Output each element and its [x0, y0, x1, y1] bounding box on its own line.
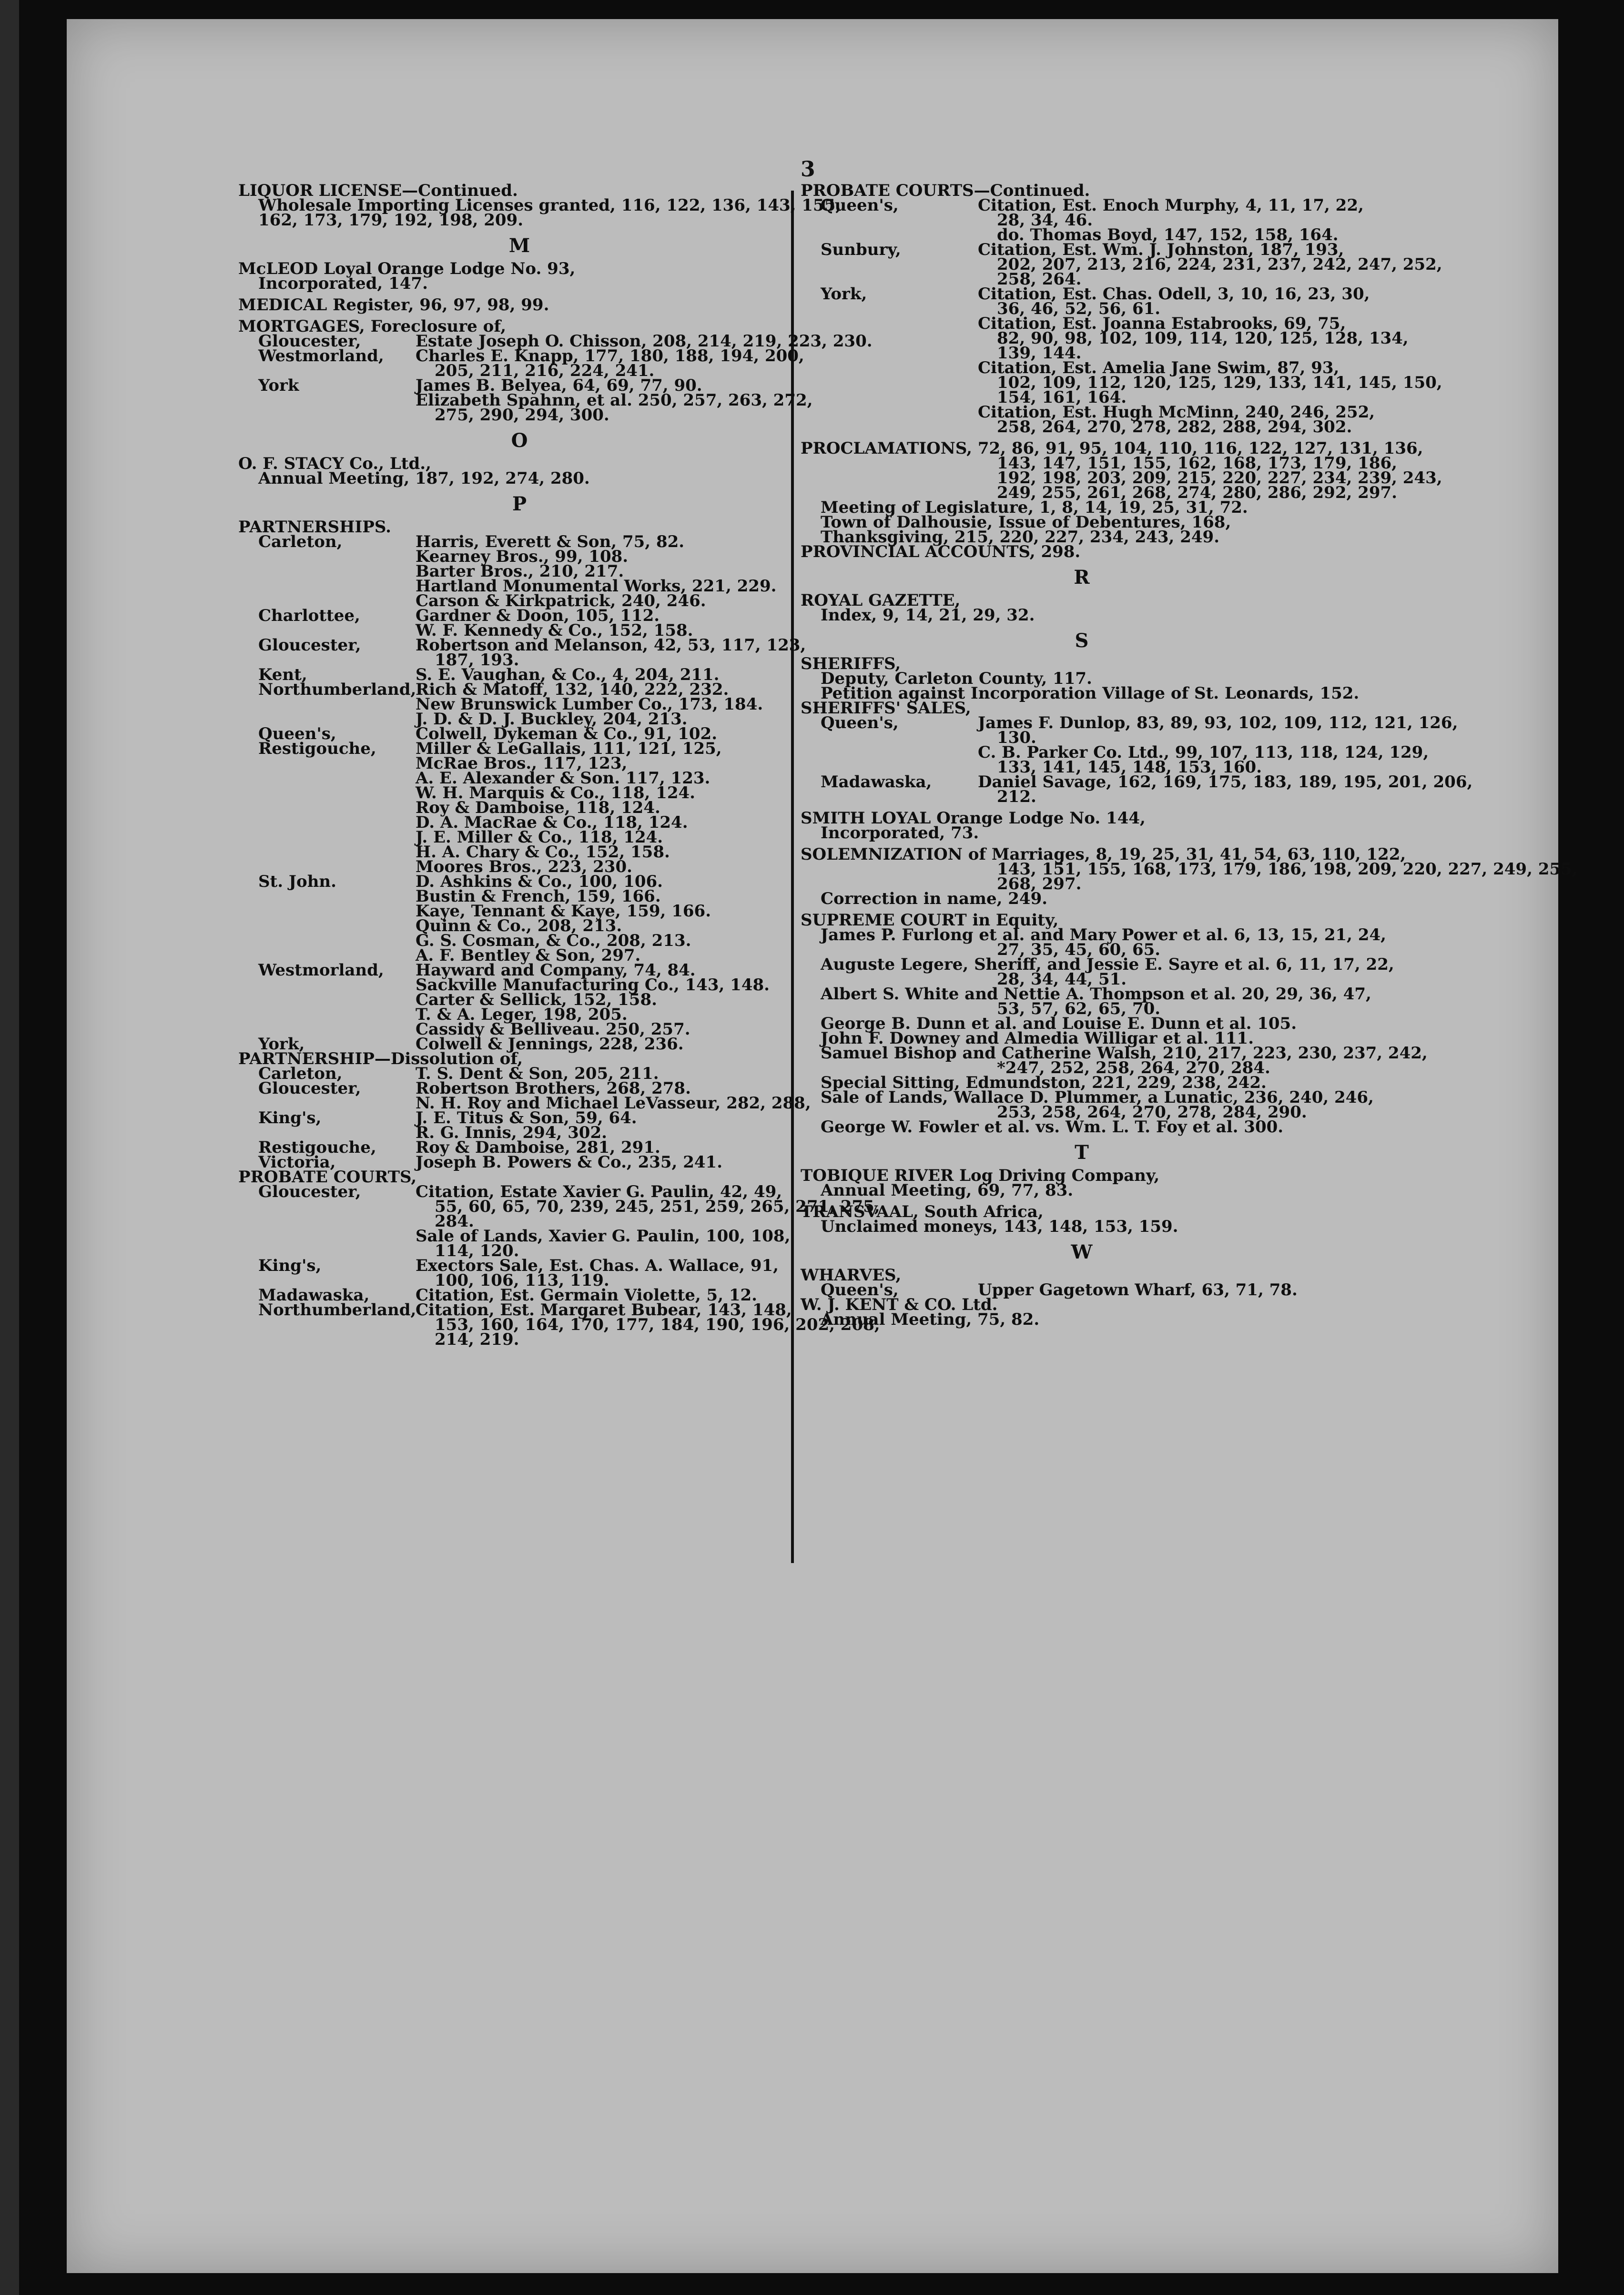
section-letter-t: T: [1075, 1141, 1089, 1164]
entry-text: Moores Bros., 223, 230.: [416, 857, 632, 876]
entry-text: Upper Gagetown Wharf, 63, 71, 78.: [978, 1280, 1298, 1300]
book-spine: [0, 0, 19, 2295]
entry-text: Robertson and Melanson, 42, 53, 117, 123,: [416, 636, 806, 655]
section-letter-w: W: [1071, 1241, 1093, 1263]
entry-line: Petition against Incorporation Village of St. Leonards, 152.: [821, 684, 1360, 703]
entry-text: Robertson Brothers, 268, 278.: [416, 1079, 691, 1098]
entry-text: 82, 90, 98, 102, 109, 114, 120, 125, 128, 134,: [997, 329, 1409, 348]
entry-text: 139, 144.: [997, 344, 1082, 363]
section-letter-p: P: [512, 493, 527, 515]
entry-text: 28, 34, 44, 51.: [997, 970, 1127, 989]
entry-text: G. S. Cosman, & Co., 208, 213.: [416, 931, 691, 950]
county-label: Kent,: [258, 665, 307, 684]
entry-heading: PROBATE COURTS,: [238, 1168, 417, 1187]
entry-text: Hartland Monumental Works, 221, 229.: [416, 577, 777, 596]
county-label: King's,: [258, 1108, 322, 1127]
entry-heading: MORTGAGES, Foreclosure of,: [238, 317, 507, 336]
index-entry-smith-loyal: [801, 811, 1363, 841]
index-entry-royal-gazette: [801, 593, 1363, 623]
entry-text: Sale of Lands, Xavier G. Paulin, 100, 108,: [416, 1227, 791, 1246]
entry-text: Exectors Sale, Est. Chas. A. Wallace, 91,: [416, 1256, 779, 1275]
entry-line: Correction in name, 249.: [821, 889, 1048, 908]
entry-text: 202, 207, 213, 216, 224, 231, 237, 242, 247, 252,: [997, 255, 1442, 274]
entry-heading: SOLEMNIZATION of Marriages, 8, 19, 25, 31, 41, 54, 63, 110, 122,: [801, 845, 1406, 864]
entry-text: 258, 264, 270, 278, 282, 288, 294, 302.: [997, 417, 1352, 437]
entry-line: 162, 173, 179, 192, 198, 209.: [258, 211, 524, 230]
county-label: Northumberland,: [258, 680, 416, 699]
entry-text: W. H. Marquis & Co., 118, 124.: [416, 783, 695, 802]
entry-text: Bustin & French, 159, 166.: [416, 887, 661, 906]
entry-line: James P. Furlong et al. and Mary Power et al. 6, 13, 15, 21, 24,: [821, 925, 1386, 944]
index-entry-sheriffs: [801, 654, 1363, 703]
entry-text: 153, 160, 164, 170, 177, 184, 190, 196, 202, 208,: [435, 1315, 880, 1334]
entry-line: Index, 9, 14, 21, 29, 32.: [821, 606, 1035, 625]
county-label: Queen's,: [258, 724, 336, 743]
county-label: St. John.: [258, 872, 336, 891]
entry-heading: W. J. KENT & CO. Ltd.: [801, 1295, 998, 1314]
section-letter-s: S: [1075, 630, 1089, 652]
entry-text: 258, 264.: [997, 270, 1082, 289]
county-label: York: [258, 376, 299, 395]
right-column: [801, 181, 1578, 1329]
county-label: Madawaska,: [258, 1286, 370, 1305]
county-label: Queen's,: [821, 196, 899, 215]
entry-line: Albert S. White and Nettie A. Thompson et al. 20, 29, 36, 47,: [821, 985, 1371, 1004]
county-label: York,: [821, 284, 867, 304]
entry-line: Wholesale Importing Licenses granted, 116, 122, 136, 143, 155,: [258, 196, 842, 215]
entry-text: 114, 120.: [435, 1241, 519, 1260]
index-entry-transvaal: [801, 1202, 1363, 1236]
entry-text: A. F. Bentley & Son, 297.: [416, 946, 641, 965]
entry-line: Town of Dalhousie, Issue of Debentures, 168,: [821, 513, 1231, 532]
entry-line: Annual Meeting, 75, 82.: [821, 1310, 1040, 1329]
entry-line: Special Sitting, Edmundston, 221, 229, 238, 242.: [821, 1073, 1267, 1092]
entry-heading: McLEOD Loyal Orange Lodge No. 93,: [238, 259, 576, 278]
entry-text: 55, 60, 65, 70, 239, 245, 251, 259, 265, 271, 275,: [435, 1197, 880, 1216]
entry-text: Daniel Savage, 162, 169, 175, 183, 189, 195, 201, 206,: [978, 772, 1473, 792]
entry-line: Deputy, Carleton County, 117.: [821, 669, 1092, 688]
entry-heading: TOBIQUE RIVER Log Driving Company,: [801, 1166, 1160, 1185]
section-letter-o: O: [511, 429, 528, 452]
entry-text: Carson & Kirkpatrick, 240, 246.: [416, 591, 706, 610]
entry-text: do. Thomas Boyd, 147, 152, 158, 164.: [997, 225, 1339, 244]
county-label: Restigouche,: [258, 739, 376, 758]
entry-text: 275, 290, 294, 300.: [435, 406, 609, 425]
county-label: Carleton,: [258, 532, 343, 551]
entry-text: T. & A. Leger, 198, 205.: [416, 1005, 628, 1024]
county-label: Northumberland,: [258, 1300, 416, 1320]
entry-text: 100, 106, 113, 119.: [435, 1271, 609, 1290]
entry-text: 268, 297.: [997, 874, 1082, 894]
entry-text: Sackville Manufacturing Co., 143, 148.: [416, 975, 770, 995]
index-entry-provincial-accounts: PROVINCIAL ACCOUNTS, 298.: [801, 542, 1081, 561]
entry-text: S. E. Vaughan, & Co., 4, 204, 211.: [416, 665, 720, 684]
entry-text: Carter & Sellick, 152, 158.: [416, 990, 657, 1009]
entry-text: R. G. Innis, 294, 302.: [416, 1123, 607, 1142]
entry-text: McRae Bros., 117, 123,: [416, 754, 628, 773]
entry-text: A. E. Alexander & Son. 117, 123.: [416, 769, 710, 788]
index-entry-medical: MEDICAL Register, 96, 97, 98, 99.: [238, 295, 549, 315]
entry-text: Citation, Est. Germain Violette, 5, 12.: [416, 1286, 758, 1305]
entry-text: 36, 46, 52, 56, 61.: [997, 299, 1161, 318]
entry-text: Quinn & Co., 208, 213.: [416, 916, 622, 935]
entry-text: Harris, Everett & Son, 75, 82.: [416, 532, 685, 551]
entry-text: James F. Dunlop, 83, 89, 93, 102, 109, 112, 121, 126,: [978, 713, 1458, 732]
section-letter-r: R: [1074, 566, 1090, 589]
county-label: Charlottee,: [258, 606, 360, 625]
entry-text: W. F. Kennedy & Co., 152, 158.: [416, 621, 693, 640]
index-entry-partnership-dissolution: [238, 1049, 811, 1172]
entry-text: Citation, Est. Margaret Bubear, 143, 148,: [416, 1300, 792, 1320]
entry-heading: ROYAL GAZETTE,: [801, 591, 961, 610]
entry-text: H. A. Chary & Co., 152, 158.: [416, 843, 670, 862]
entry-line: George W. Fowler et al. vs. Wm. L. T. Foy et al. 300.: [821, 1117, 1284, 1137]
entry-text: N. H. Roy and Michael LeVasseur, 282, 288,: [416, 1094, 811, 1113]
county-label: Queen's,: [821, 1280, 899, 1300]
entry-text: C. B. Parker Co. Ltd., 99, 107, 113, 118, 124, 129,: [978, 743, 1429, 762]
county-label: Gloucester,: [258, 332, 361, 351]
entry-text: Citation, Est. Chas. Odell, 3, 10, 16, 23, 30,: [978, 284, 1370, 304]
entry-line: Samuel Bishop and Catherine Walsh, 210, 217, 223, 230, 237, 242,: [821, 1044, 1428, 1063]
index-entry-wharves: [801, 1268, 1363, 1298]
entry-text: New Brunswick Lumber Co., 173, 184.: [416, 695, 763, 714]
page-number: 3: [801, 157, 815, 182]
entry-line: Thanksgiving, 215, 220, 227, 234, 243, 249.: [821, 528, 1220, 547]
entry-text: 28, 34, 46.: [997, 211, 1093, 230]
index-entry-stacy: [238, 454, 801, 488]
index-entry-liquor-license: [238, 181, 842, 230]
county-label: Restigouche,: [258, 1138, 376, 1157]
county-label: Gloucester,: [258, 1079, 361, 1098]
entry-text: Cassidy & Belliveau. 250, 257.: [416, 1020, 690, 1039]
index-entry-partnerships: [238, 518, 806, 1054]
entry-text: Estate Joseph O. Chisson, 208, 214, 219, 223, 230.: [416, 332, 873, 351]
entry-text: Colwell, Dykeman & Co., 91, 102.: [416, 724, 718, 743]
entry-text: Colwell & Jennings, 228, 236.: [416, 1035, 684, 1054]
entry-heading: LIQUOR LICENSE—Continued.: [238, 181, 518, 200]
entry-heading: SHERIFFS' SALES,: [801, 699, 971, 718]
entry-text: 143, 147, 151, 155, 162, 168, 173, 179, 186,: [997, 454, 1397, 473]
entry-heading: PARTNERSHIP—Dissolution of,: [238, 1049, 523, 1068]
county-label: Victoria,: [258, 1153, 336, 1172]
entry-text: J. D. & D. J. Buckley, 204, 213.: [416, 710, 688, 729]
entry-text: Citation, Estate Xavier G. Paulin, 42, 49,: [416, 1182, 782, 1201]
index-entry-sheriffs-sales: [801, 699, 1473, 806]
entry-text: 154, 161, 164.: [997, 388, 1127, 407]
entry-heading: TRANSVAAL, South Africa,: [801, 1202, 1044, 1221]
index-entry-proclamations: [801, 439, 1442, 547]
county-label: Gloucester,: [258, 636, 361, 655]
entry-text: *247, 252, 258, 264, 270, 284.: [997, 1058, 1270, 1077]
entry-text: Citation, Est. Wm. J. Johnston, 187, 193,: [978, 240, 1344, 259]
index-entry-tobique: [801, 1168, 1363, 1198]
entry-text: Gardner & Doon, 105, 112.: [416, 606, 660, 625]
entry-text: Roy & Damboise, 118, 124.: [416, 798, 660, 817]
entry-text: 130.: [997, 728, 1036, 747]
county-label: King's,: [258, 1256, 322, 1275]
entry-text: Joseph B. Powers & Co., 235, 241.: [416, 1153, 723, 1172]
entry-line: George B. Dunn et al. and Louise E. Dunn et al. 105.: [821, 1014, 1297, 1033]
entry-text: Roy & Damboise, 281, 291.: [416, 1138, 660, 1157]
entry-text: J. E. Miller & Co., 118, 124.: [416, 828, 663, 847]
entry-text: 253, 258, 264, 270, 278, 284, 290.: [997, 1103, 1307, 1122]
entry-line: Annual Meeting, 69, 77, 83.: [821, 1181, 1074, 1200]
entry-line: Meeting of Legislature, 1, 8, 14, 19, 25, 31, 72.: [821, 498, 1248, 517]
index-entry-wj-kent: [801, 1295, 1363, 1329]
entry-text: 249, 255, 261, 268, 274, 280, 286, 292, 297.: [997, 483, 1397, 502]
entry-heading: PARTNERSHIPS.: [238, 518, 392, 537]
county-label: Gloucester,: [258, 1182, 361, 1201]
entry-line: Auguste Legere, Sheriff, and Jessie E. Sayre et al. 6, 11, 17, 22,: [821, 955, 1394, 974]
entry-heading: WHARVES,: [801, 1266, 902, 1285]
index-entry-supreme-court: [801, 911, 1428, 1137]
entry-text: 214, 219.: [435, 1330, 519, 1349]
entry-text: 212.: [997, 787, 1036, 806]
entry-text: Citation, Est. Enoch Murphy, 4, 11, 17, 22,: [978, 196, 1364, 215]
section-letter-m: M: [508, 234, 530, 257]
entry-line: John F. Downey and Almedia Willigar et al. 111.: [821, 1029, 1254, 1048]
entry-text: Citation, Est. Amelia Jane Swim, 87, 93,: [978, 358, 1340, 377]
entry-text: 27, 35, 45, 60, 65.: [997, 940, 1161, 959]
entry-text: 187, 193.: [435, 650, 519, 670]
entry-text: J. E. Titus & Son, 59, 64.: [416, 1108, 637, 1127]
entry-text: Hayward and Company, 74, 84.: [416, 961, 696, 980]
entry-text: 205, 211, 216, 224, 241.: [435, 361, 655, 380]
entry-text: 102, 109, 112, 120, 125, 129, 133, 141, 145, 150,: [997, 373, 1442, 392]
county-label: York,: [258, 1035, 305, 1054]
index-entry-solemnization: [801, 845, 1578, 908]
entry-text: 192, 198, 203, 209, 215, 220, 227, 234, 239, 243,: [997, 468, 1442, 487]
entry-line: Annual Meeting, 187, 192, 274, 280.: [258, 469, 590, 488]
county-label: Queen's,: [821, 713, 899, 732]
county-label: Westmorland,: [258, 961, 384, 980]
county-label: Madawaska,: [821, 772, 932, 792]
entry-text: Barter Bros., 210, 217.: [416, 562, 624, 581]
entry-heading: SHERIFFS,: [801, 654, 901, 673]
entry-line: Unclaimed moneys, 143, 148, 153, 159.: [821, 1217, 1178, 1236]
entry-text: Elizabeth Spahnn, et al. 250, 257, 263, 272,: [416, 391, 813, 410]
entry-text: James B. Belyea, 64, 69, 77, 90.: [416, 376, 702, 395]
entry-text: Citation, Est. Joanna Estabrooks, 69, 75,: [978, 314, 1346, 333]
entry-line: Sale of Lands, Wallace D. Plummer, a Lunatic, 236, 240, 246,: [821, 1088, 1374, 1107]
entry-text: 53, 57, 62, 65, 70.: [997, 999, 1161, 1018]
index-entry-mcleod: [238, 259, 801, 293]
entry-text: 143, 151, 155, 168, 173, 179, 186, 198, 209, 220, 227, 249, 255,: [997, 860, 1578, 879]
entry-heading: SMITH LOYAL Orange Lodge No. 144,: [801, 809, 1146, 828]
county-label: Carleton,: [258, 1064, 343, 1083]
entry-text: D. Ashkins & Co., 100, 106.: [416, 872, 663, 891]
entry-text: D. A. MacRae & Co., 118, 124.: [416, 813, 688, 832]
entry-text: 284.: [435, 1212, 474, 1231]
entry-text: Kaye, Tennant & Kaye, 159, 166.: [416, 902, 711, 921]
entry-heading: PROCLAMATIONS, 72, 86, 91, 95, 104, 110, 116, 122, 127, 131, 136,: [801, 439, 1423, 458]
index-entry-mortgages: [238, 317, 873, 425]
entry-text: Miller & LeGallais, 111, 121, 125,: [416, 739, 722, 758]
entry-text: Kearney Bros., 99, 108.: [416, 547, 629, 566]
entry-heading: PROBATE COURTS—Continued.: [801, 181, 1090, 200]
entry-line: Incorporated, 73.: [821, 823, 979, 843]
entry-text: Citation, Est. Hugh McMinn, 240, 246, 252,: [978, 403, 1375, 422]
index-entry-probate-continued: [801, 181, 1442, 437]
entry-text: T. S. Dent & Son, 205, 211.: [416, 1064, 659, 1083]
county-label: Westmorland,: [258, 346, 384, 366]
entry-heading: O. F. STACY Co., Ltd.,: [238, 454, 431, 473]
county-label: Sunbury,: [821, 240, 901, 259]
entry-heading: SUPREME COURT in Equity,: [801, 911, 1059, 930]
entry-text: 133, 141, 145, 148, 153, 160.: [997, 758, 1262, 777]
entry-text: Charles E. Knapp, 177, 180, 188, 194, 200,: [416, 346, 804, 366]
entry-text: Rich & Matoff, 132, 140, 222, 232.: [416, 680, 729, 699]
entry-line: Incorporated, 147.: [258, 274, 428, 293]
